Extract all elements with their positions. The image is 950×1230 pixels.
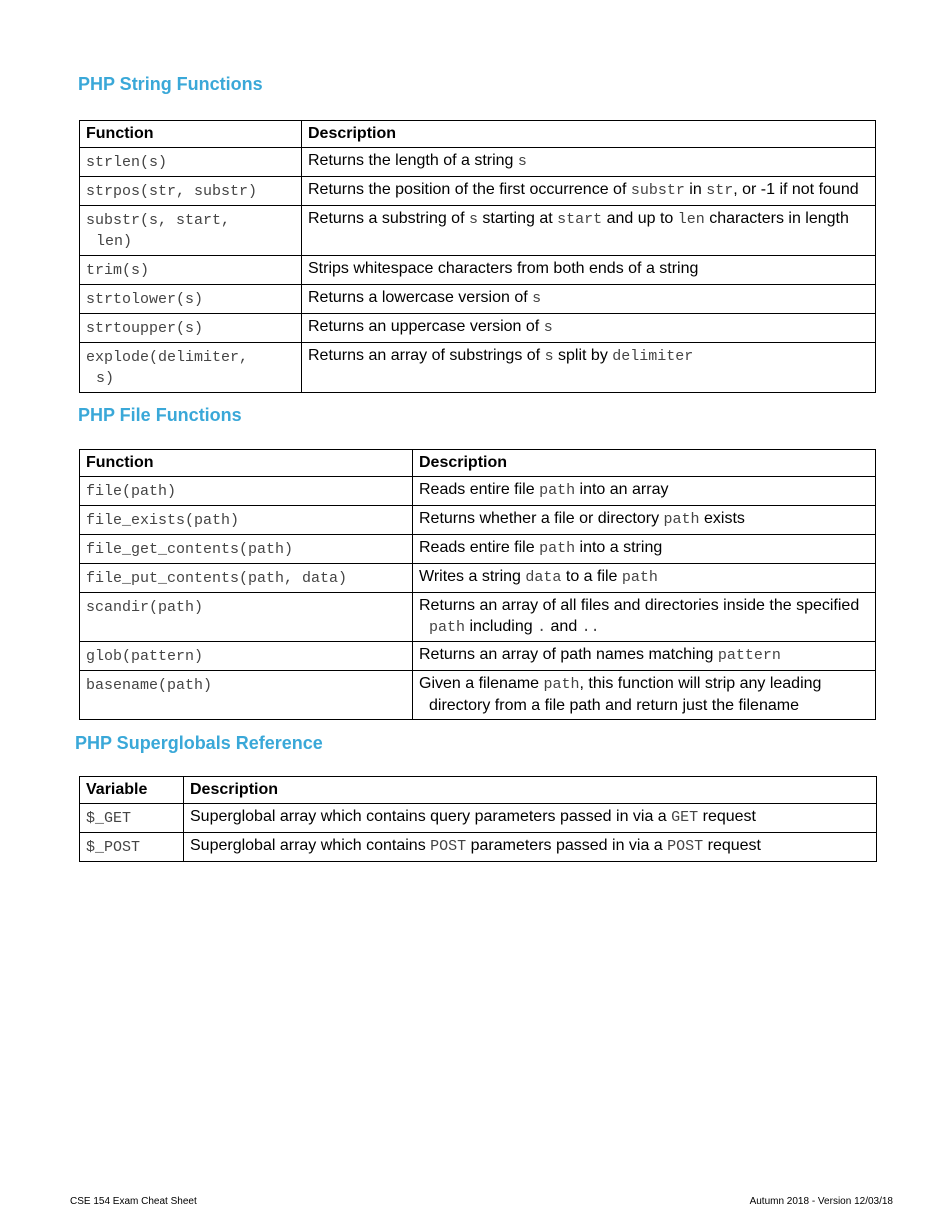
function-signature — [80, 314, 302, 343]
inline-code: . — [537, 619, 547, 636]
table-row — [80, 593, 876, 642]
description-text: Returns the position of the first occurrence of — [308, 181, 631, 198]
table-row — [80, 671, 876, 720]
description-text: Returns an array of all files and directories inside the specified — [419, 597, 860, 614]
function-description — [302, 256, 876, 285]
function-description — [413, 642, 876, 671]
signature-line: $_GET — [86, 810, 132, 827]
function-signature — [80, 804, 184, 833]
description-text: into a string — [575, 539, 663, 556]
signature-line: substr(s, start, — [86, 212, 231, 229]
table-header-row — [80, 450, 876, 477]
description-text: Given a filename — [419, 675, 544, 692]
inline-code: len — [677, 211, 705, 228]
function-signature — [80, 593, 413, 642]
description-text: including — [465, 618, 538, 635]
inline-code: s — [543, 319, 553, 336]
inline-code: path — [543, 676, 580, 693]
header-description: Description — [413, 450, 876, 477]
table-row — [80, 148, 876, 177]
table-row — [80, 285, 876, 314]
description-text: Returns a substring of — [308, 210, 469, 227]
function-description — [184, 804, 877, 833]
function-description — [413, 535, 876, 564]
inline-code: s — [544, 348, 554, 365]
function-description — [413, 593, 876, 642]
inline-code: path — [539, 540, 576, 557]
signature-line: glob(pattern) — [86, 648, 204, 665]
table-header-row — [80, 777, 877, 804]
header-variable: Variable — [80, 777, 184, 804]
function-signature — [80, 506, 413, 535]
description-text: Superglobal array which contains — [190, 837, 431, 854]
footer-left: CSE 154 Exam Cheat Sheet — [70, 1196, 197, 1207]
description-text: Reads entire file — [419, 539, 540, 556]
table-row — [80, 506, 876, 535]
function-description — [302, 206, 876, 256]
description-text: in — [684, 181, 707, 198]
signature-line: $_POST — [86, 839, 141, 856]
function-signature — [80, 177, 302, 206]
inline-code: path — [663, 511, 700, 528]
description-text: Strips whitespace characters from both ends of a string — [308, 260, 699, 277]
description-text: Returns an array of substrings of — [308, 347, 545, 364]
description-text: exists — [699, 510, 745, 527]
description-text: Returns an uppercase version of — [308, 318, 544, 335]
function-signature — [80, 256, 302, 285]
description-text: , this function will strip any leading directory from a file path and return just the filename — [429, 675, 822, 714]
superglobals-table — [79, 776, 877, 862]
table-header-row — [80, 121, 876, 148]
inline-code: start — [557, 211, 603, 228]
signature-line: file_get_contents(path) — [86, 541, 294, 558]
string-functions-table — [79, 120, 876, 393]
function-description — [302, 177, 876, 206]
signature-line: scandir(path) — [86, 599, 204, 616]
inline-code: GET — [671, 809, 699, 826]
table-row — [80, 177, 876, 206]
header-function: Function — [80, 121, 302, 148]
signature-line: explode(delimiter, — [86, 349, 249, 366]
signature-line: file_exists(path) — [86, 512, 240, 529]
description-text: parameters passed in via a — [466, 837, 668, 854]
table-row — [80, 343, 876, 393]
table-row — [80, 477, 876, 506]
signature-line: strlen(s) — [86, 154, 168, 171]
description-text: , or -1 if not found — [733, 181, 859, 198]
file-functions-title: PHP File Functions — [78, 405, 242, 425]
function-signature — [80, 285, 302, 314]
table-row — [80, 833, 877, 862]
signature-line: file_put_contents(path, data) — [86, 570, 348, 587]
signature-line: trim(s) — [86, 262, 150, 279]
description-text: Returns a lowercase version of — [308, 289, 533, 306]
table-row — [80, 642, 876, 671]
inline-code: path — [621, 569, 658, 586]
description-text: Returns whether a file or directory — [419, 510, 664, 527]
inline-code: POST — [430, 838, 467, 855]
signature-line: file(path) — [86, 483, 177, 500]
description-text: request — [703, 837, 761, 854]
inline-code: s — [468, 211, 478, 228]
table-row — [80, 206, 876, 256]
inline-code: pattern — [717, 647, 781, 664]
function-signature — [80, 564, 413, 593]
function-signature — [80, 343, 302, 393]
description-text: to a file — [561, 568, 622, 585]
inline-code: delimiter — [612, 348, 694, 365]
signature-line: len) — [96, 233, 133, 250]
function-signature — [80, 206, 302, 256]
function-description — [302, 285, 876, 314]
function-signature — [80, 833, 184, 862]
description-text: characters in length — [704, 210, 849, 227]
description-text: Returns an array of path names matching — [419, 646, 718, 663]
inline-code: s — [517, 153, 527, 170]
table-row — [80, 314, 876, 343]
description-text: and up to — [602, 210, 678, 227]
inline-code: str — [706, 182, 734, 199]
function-description — [413, 564, 876, 593]
function-signature — [80, 671, 413, 720]
superglobals-title: PHP Superglobals Reference — [75, 733, 323, 753]
footer-right: Autumn 2018 - Version 12/03/18 — [749, 1196, 893, 1207]
signature-line: basename(path) — [86, 677, 213, 694]
description-text: Reads entire file — [419, 481, 540, 498]
function-signature — [80, 535, 413, 564]
description-text: starting at — [477, 210, 558, 227]
file-functions-table — [79, 449, 876, 720]
function-description — [302, 148, 876, 177]
description-text: Superglobal array which contains query parameters passed in via a — [190, 808, 672, 825]
function-description — [413, 671, 876, 720]
description-text: into an array — [575, 481, 669, 498]
signature-line: strtoupper(s) — [86, 320, 204, 337]
table-row — [80, 535, 876, 564]
function-signature — [80, 148, 302, 177]
description-text: and — [546, 618, 582, 635]
function-signature — [80, 642, 413, 671]
table-row — [80, 564, 876, 593]
function-description — [302, 314, 876, 343]
inline-code: path — [539, 482, 576, 499]
table-row — [80, 804, 877, 833]
inline-code: path — [429, 619, 466, 636]
function-description — [184, 833, 877, 862]
function-signature — [80, 477, 413, 506]
inline-code: POST — [667, 838, 704, 855]
inline-code: .. — [581, 619, 600, 636]
signature-line: s) — [96, 370, 115, 387]
description-text: request — [698, 808, 756, 825]
inline-code: data — [525, 569, 562, 586]
function-description — [413, 506, 876, 535]
inline-code: substr — [630, 182, 685, 199]
header-description: Description — [302, 121, 876, 148]
description-text: split by — [553, 347, 613, 364]
table-row — [80, 256, 876, 285]
signature-line: strpos(str, substr) — [86, 183, 258, 200]
signature-line: strtolower(s) — [86, 291, 204, 308]
string-functions-title: PHP String Functions — [78, 74, 263, 94]
function-description — [302, 343, 876, 393]
description-text: Returns the length of a string — [308, 152, 518, 169]
inline-code: s — [532, 290, 542, 307]
header-function: Function — [80, 450, 413, 477]
description-text: Writes a string — [419, 568, 526, 585]
header-description: Description — [184, 777, 877, 804]
function-description — [413, 477, 876, 506]
